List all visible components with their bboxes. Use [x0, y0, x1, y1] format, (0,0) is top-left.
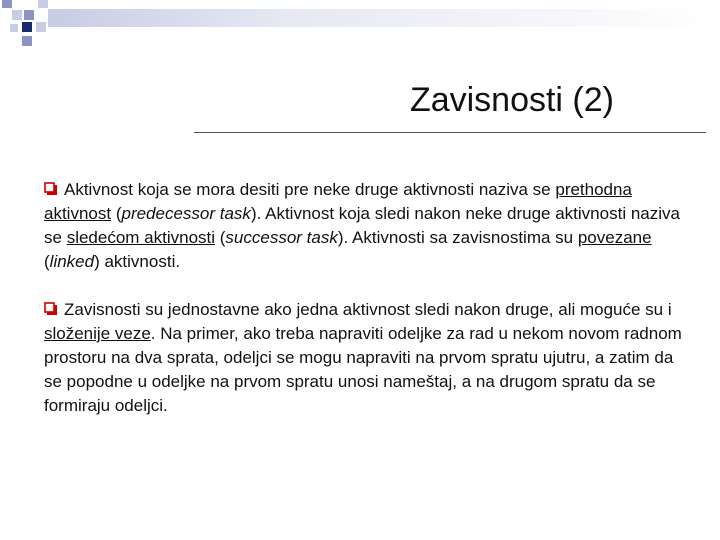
- header-decoration: [0, 0, 720, 48]
- bullet-paragraph-1: [44, 178, 694, 274]
- text-run-underline: prethodna aktivnost: [44, 180, 632, 223]
- text-run: ). Aktivnost koja sledi nakon neke druge aktivnosti naziva se: [44, 204, 680, 247]
- text-run: (: [111, 204, 122, 223]
- text-run-underline: sledećom aktivnosti: [66, 228, 216, 247]
- deco-square-light-3: [38, 0, 48, 8]
- text-run: ) aktivnosti.: [94, 252, 181, 271]
- text-run-italic: linked: [49, 252, 95, 271]
- deco-square-mid-2: [2, 0, 12, 8]
- text-run: . Na primer, ako treba napraviti odeljke za rad u nekom novom radnom prostoru na dva sprata, odeljci se mogu napraviti na prvom spratu ujutru, a zatim da se popodne u odeljke na prvom spratu unosi nameštaj, a na drugom spratu da se formiraju odeljci.: [44, 324, 682, 415]
- deco-square-light-4: [10, 24, 18, 32]
- text-run: ). Aktivnosti sa zavisnostima su: [337, 228, 578, 247]
- text-run-italic: successor task: [225, 228, 338, 247]
- title-divider: [194, 132, 706, 133]
- text-run: (: [215, 228, 226, 247]
- deco-square-mid-3: [22, 36, 32, 46]
- bullet-paragraph-2: [44, 298, 694, 418]
- text-run-italic: predecessor task: [121, 204, 251, 223]
- deco-square-mid-1: [24, 10, 34, 20]
- text-run-underline: složenije veze: [44, 324, 151, 343]
- deco-square-light-1: [12, 10, 22, 20]
- text-run-underline: povezane: [577, 228, 652, 247]
- deco-square-light-2: [36, 22, 46, 32]
- text-run: (: [44, 252, 50, 271]
- header-gradient-bar: [48, 9, 720, 27]
- checkbox-bullet-icon: [44, 302, 58, 316]
- text-run: Aktivnost koja se mora desiti pre neke druge aktivnosti naziva se: [64, 180, 556, 199]
- checkbox-bullet-icon: [44, 182, 58, 196]
- slide-title: Zavisnosti (2): [409, 81, 614, 119]
- deco-square-dark: [22, 22, 32, 32]
- text-run: Zavisnosti su jednostavne ako jedna aktivnost sledi nakon druge, ali moguće su i: [64, 300, 672, 319]
